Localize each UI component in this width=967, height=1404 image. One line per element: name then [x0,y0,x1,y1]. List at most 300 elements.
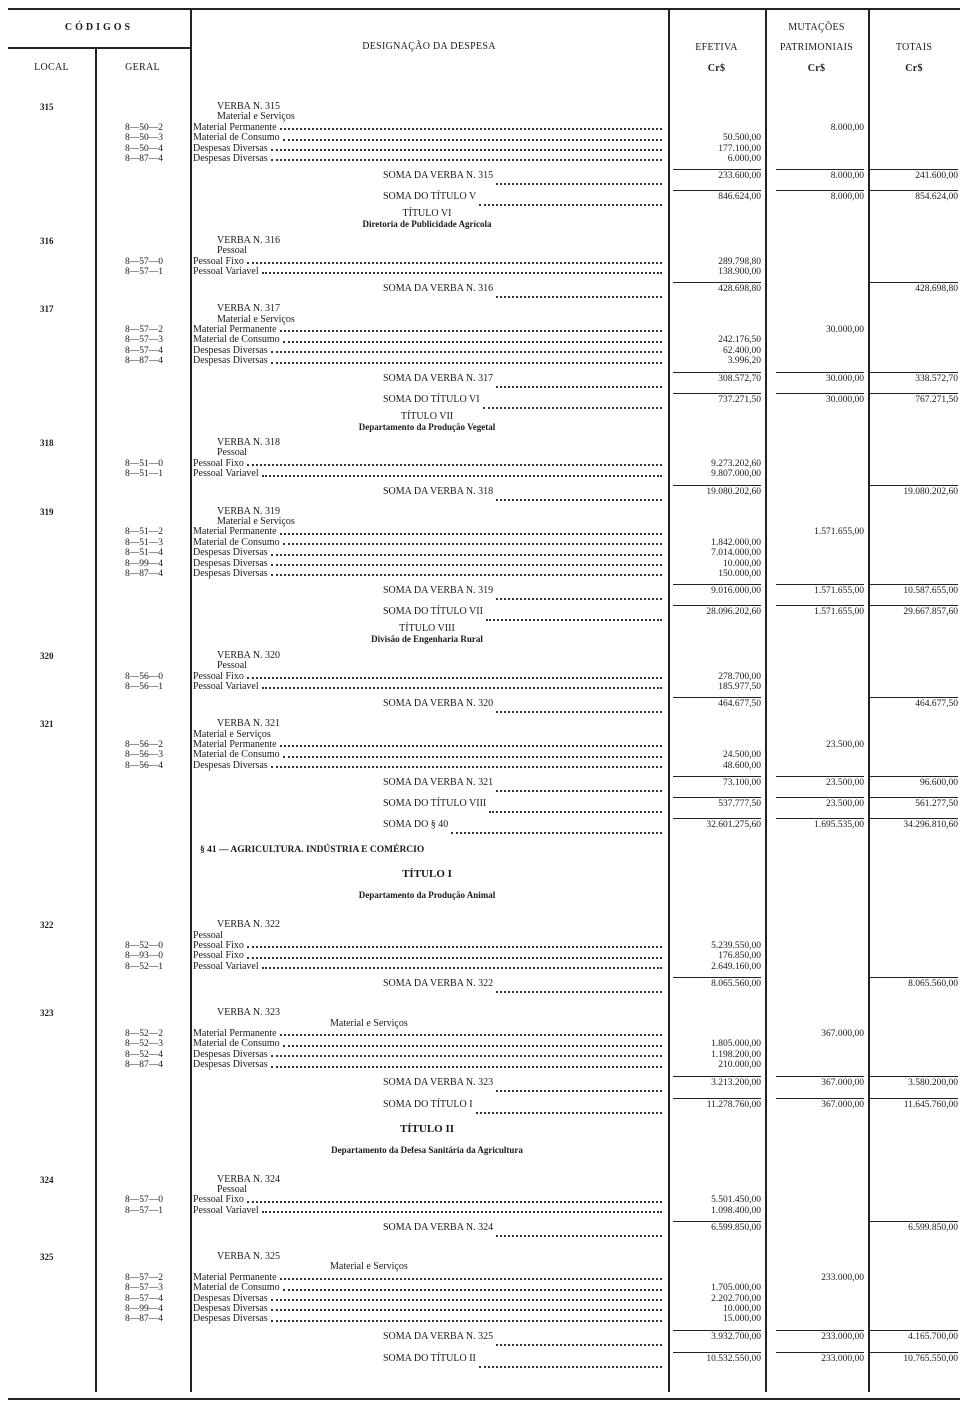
expense-row [0,469,962,479]
designacao-text: Divisão de Engenharia Rural [371,634,483,645]
local-code [0,692,95,716]
local-code [0,219,95,229]
efetiva-value [668,208,765,219]
geral-code [95,661,190,671]
heading-row [0,1140,962,1161]
geral-code-text: 8—57—2 [125,1272,163,1283]
geral-code [95,422,190,432]
efetiva-value-text: 32.601.275,60 [673,818,761,832]
designacao-text: Material Permanente [193,121,277,133]
geral-code [95,634,190,644]
totais-value-text: 854.624,00 [870,190,958,204]
designacao [190,1252,668,1262]
efetiva-value [668,1283,765,1293]
geral-code-text: 8—56—4 [125,760,163,771]
header-patrimoniais: PATRIMONIAIS [779,42,854,53]
dot-leader [483,388,662,409]
geral-code [95,1093,190,1117]
efetiva-value-text: 11.278.760,00 [673,1098,761,1112]
dot-leader [280,527,662,534]
totais-value [868,1294,962,1304]
expense-row [0,559,962,569]
sum-row [0,813,962,834]
totais-value [868,388,962,412]
dot-leader [496,1216,662,1237]
totais-value [868,325,962,335]
designacao [190,672,668,682]
efetiva-value-text: 150.000,00 [718,568,761,579]
mutacoes-value [765,480,868,504]
dot-leader [247,951,662,958]
efetiva-value [668,154,765,164]
local-code [0,920,95,930]
efetiva-value [668,651,765,661]
efetiva-value [668,840,765,860]
expense-row [0,1314,962,1324]
dot-leader [283,750,662,757]
local-code [0,972,95,996]
designacao-text: Pessoal Variavel [193,960,259,972]
dot-leader [271,1294,662,1301]
designacao [190,1071,668,1095]
designacao [190,1347,668,1371]
local-code [0,941,95,951]
local-code [0,634,95,644]
designacao-text: TÍTULO VIII [399,623,455,635]
efetiva-value-text: 289.798,80 [718,256,761,267]
sum-row [0,600,962,621]
totais-value [868,459,962,469]
efetiva-value [668,1294,765,1304]
geral-code-text: 8—51—0 [125,458,163,469]
expense-row [0,569,962,579]
local-code-text: 324 [40,1174,54,1185]
local-code [0,719,95,729]
designacao [190,941,668,951]
dot-leader [476,1093,662,1114]
sum-row [0,1093,962,1115]
totais-value [868,761,962,771]
mutacoes-value [765,325,868,335]
dot-leader [247,459,662,466]
designacao-text: SOMA DA VERBA N. 319 [383,585,494,597]
totais-value [868,962,962,972]
efetiva-value [668,1039,765,1049]
efetiva-value [668,1175,765,1185]
mutacoes-value [765,208,868,219]
totais-value [868,951,962,961]
efetiva-value [668,469,765,479]
geral-code [95,144,190,154]
mutacoes-value [765,951,868,961]
geral-code [95,559,190,569]
heading-row [0,246,962,256]
geral-code [95,1019,190,1029]
totais-value [868,422,962,432]
efetiva-value [668,246,765,256]
efetiva-value [668,346,765,356]
local-code [0,277,95,301]
designacao [190,661,668,671]
designacao-text: Despesas Diversas [193,355,268,367]
geral-code-text: 8—93—0 [125,951,163,962]
local-code [0,1140,95,1161]
local-code [0,1294,95,1304]
mutacoes-value [765,1294,868,1304]
geral-code [95,1119,190,1140]
mutacoes-value [765,304,868,314]
header-geral: GERAL [125,62,160,73]
geral-code-text: 8—52—0 [125,941,163,952]
designacao [190,356,668,366]
geral-code [95,1262,190,1272]
mutacoes-value [765,692,868,716]
designacao-text: Pessoal Variavel [193,1204,259,1216]
mutacoes-value [765,1140,868,1161]
header-mutacoes-currency: Cr$ [807,63,826,74]
heading-row [0,517,962,527]
mutacoes-value [765,1216,868,1240]
efetiva-value [668,448,765,458]
local-code [0,1252,95,1262]
designacao-text: TÍTULO II [399,1122,455,1135]
local-code [0,538,95,548]
totais-value [868,102,962,112]
totais-value [868,1185,962,1195]
designacao [190,257,668,267]
dot-leader [479,1347,662,1368]
local-code [0,257,95,267]
efetiva-value [668,813,765,837]
geral-code [95,480,190,504]
efetiva-value-text: 10.000,00 [723,558,761,569]
efetiva-value-text: 1.198.200,00 [711,1049,761,1060]
local-code [0,1008,95,1018]
expense-row [0,1039,962,1049]
geral-code [95,154,190,164]
totais-value-text: 10.765.550,00 [870,1352,958,1366]
geral-code [95,972,190,996]
designacao-text: Diretoria de Publicidade Agrícola [362,219,492,230]
mutacoes-value [765,459,868,469]
geral-code [95,1273,190,1283]
designacao [190,267,668,277]
efetiva-value-text: 6.000,00 [727,153,761,164]
geral-code [95,1195,190,1205]
designacao [190,1008,668,1018]
expense-row [0,1273,962,1283]
heading-row [0,661,962,671]
dot-leader [496,1071,662,1092]
geral-code [95,813,190,837]
mutacoes-value [765,448,868,458]
expense-row [0,257,962,267]
mutacoes-value [765,569,868,579]
designacao-text: SOMA DO TÍTULO I [383,1098,473,1110]
designacao-text: VERBA N. 323 [217,1007,281,1019]
designacao [190,1060,668,1070]
sum-row [0,1347,962,1369]
efetiva-value [668,600,765,624]
efetiva-value-text: 73.100,00 [673,776,761,790]
designacao [190,600,668,624]
mutacoes-value [765,144,868,154]
designacao [190,840,668,860]
totais-value [868,346,962,356]
efetiva-value [668,1262,765,1272]
totais-value [868,559,962,569]
geral-code [95,1314,190,1324]
geral-code [95,459,190,469]
totais-value [868,1283,962,1293]
heading-row [0,864,962,885]
efetiva-value-text: 10.532.550,00 [673,1352,761,1366]
codigos-rule [8,47,190,49]
expense-row [0,941,962,951]
geral-code [95,600,190,624]
heading-row [0,623,962,634]
geral-code [95,672,190,682]
expense-row [0,346,962,356]
dot-leader [496,367,662,388]
local-code-text: 320 [40,650,54,661]
designacao-text: Material de Consumo [193,1038,280,1050]
heading-row [0,1119,962,1140]
designacao [190,154,668,164]
mutacoes-value [765,761,868,771]
mutacoes-value [765,972,868,996]
dot-leader [479,185,662,206]
efetiva-value-text: 3.932.700,00 [673,1330,761,1344]
dot-leader [496,579,662,600]
local-code [0,112,95,122]
mutacoes-value [765,682,868,692]
geral-code [95,692,190,716]
local-code [0,459,95,469]
dot-leader [271,1050,662,1057]
totais-value-text: 29.667.857,60 [870,605,958,619]
local-code [0,448,95,458]
geral-code [95,527,190,537]
designacao [190,411,668,422]
totais-value [868,813,962,837]
efetiva-value [668,864,765,885]
mutacoes-value-text: 1.571.655,00 [776,605,864,619]
header-totais: TOTAIS [895,42,933,53]
efetiva-value-text: 210.000,00 [718,1060,761,1071]
dot-leader [247,257,662,264]
mutacoes-value [765,246,868,256]
local-code [0,527,95,537]
geral-code [95,651,190,661]
totais-value [868,840,962,860]
totais-value-text: 561.277,50 [870,797,958,811]
efetiva-value-text: 2.649.160,00 [711,961,761,972]
efetiva-value-text: 8.065.560,00 [673,977,761,991]
geral-code-text: 8—56—2 [125,740,163,751]
geral-code-text: 8—52—2 [125,1028,163,1039]
local-code [0,1216,95,1240]
efetiva-value [668,1008,765,1018]
totais-value [868,277,962,301]
efetiva-value [668,236,765,246]
totais-value [868,920,962,930]
local-code [0,600,95,624]
efetiva-value [668,325,765,335]
efetiva-value [668,750,765,760]
totais-value [868,750,962,760]
mutacoes-value [765,623,868,634]
local-code [0,507,95,517]
designacao-text: VERBA N. 318 [217,437,281,449]
mutacoes-value [765,438,868,448]
mutacoes-value [765,527,868,537]
expense-row [0,1304,962,1314]
heading-row [0,885,962,906]
header-designacao: DESIGNAÇÃO DA DESPESA [362,41,496,52]
header-efetiva-currency: Cr$ [707,63,726,74]
mutacoes-value-text: 23.500,00 [776,776,864,790]
local-code-text: 321 [40,719,54,730]
dot-leader [280,740,662,747]
designacao [190,682,668,692]
mutacoes-value [765,1039,868,1049]
designacao-text: Departamento da Produção Animal [358,890,496,901]
efetiva-value [668,1119,765,1140]
geral-code [95,325,190,335]
mutacoes-value [765,335,868,345]
totais-value [868,517,962,527]
efetiva-value [668,1252,765,1262]
efetiva-value-text: 48.600,00 [723,760,761,771]
efetiva-value [668,507,765,517]
efetiva-value-text: 185.977,50 [718,681,761,692]
efetiva-value [668,548,765,558]
designacao-text: Despesas Diversas [193,344,268,356]
dot-leader [271,1314,662,1321]
designacao [190,1325,668,1349]
designacao-text: Material Permanente [193,739,277,751]
local-code [0,422,95,432]
dot-leader [283,133,662,140]
totais-value [868,507,962,517]
local-code [0,208,95,219]
local-code [0,682,95,692]
totais-value-text: 96.600,00 [870,776,958,790]
geral-code [95,277,190,301]
designacao-text: Pessoal Fixo [193,670,244,682]
mutacoes-value [765,864,868,885]
local-code [0,559,95,569]
totais-value [868,219,962,229]
efetiva-value-text: 9.016.000,00 [673,584,761,598]
mutacoes-value-text: 23.500,00 [776,797,864,811]
designacao-text: SOMA DO TÍTULO II [383,1352,476,1364]
local-code [0,1050,95,1060]
totais-value [868,1060,962,1070]
designacao-text: VERBA N. 315 [217,101,281,112]
section-41 [0,840,962,1369]
local-code [0,144,95,154]
geral-code [95,315,190,325]
local-code [0,304,95,314]
dot-leader [271,559,662,566]
geral-code [95,1325,190,1349]
designacao-text: Pessoal Fixo [193,940,244,952]
local-code [0,480,95,504]
designacao [190,962,668,972]
efetiva-value-text: 62.400,00 [723,345,761,356]
mutacoes-value-text: 30.000,00 [776,372,864,386]
designacao-text: SOMA DA VERBA N. 324 [383,1222,494,1234]
designacao-text: Pessoal [193,929,223,941]
local-code [0,335,95,345]
efetiva-value [668,931,765,941]
sum-row [0,185,962,206]
dot-leader [247,941,662,948]
totais-value [868,1019,962,1029]
budget-rows [0,96,962,1369]
heading-row [0,931,962,941]
efetiva-value [668,661,765,671]
geral-code [95,448,190,458]
mutacoes-value [765,730,868,740]
local-code [0,411,95,422]
designacao-text: Material de Consumo [193,132,280,144]
mutacoes-value [765,219,868,229]
designacao-text: Pessoal Fixo [193,255,244,267]
sum-row [0,388,962,409]
dot-leader [496,1325,662,1346]
local-code [0,469,95,479]
mutacoes-value [765,840,868,860]
designacao-text: VERBA N. 320 [217,649,281,661]
local-code [0,123,95,133]
mutacoes-value [765,1252,868,1262]
totais-value-text: 8.065.560,00 [870,977,958,991]
totais-value [868,1325,962,1349]
geral-code [95,761,190,771]
totais-value-text: 6.599.850,00 [870,1221,958,1235]
totais-value [868,941,962,951]
dot-leader [489,792,662,813]
totais-value [868,623,962,634]
mutacoes-value [765,154,868,164]
dot-leader [271,548,662,555]
efetiva-value [668,267,765,277]
geral-code-text: 8—51—3 [125,537,163,548]
local-code-text: 322 [40,920,54,931]
local-code [0,102,95,112]
totais-value [868,569,962,579]
local-code [0,1071,95,1095]
local-code-text: 325 [40,1252,54,1263]
totais-value [868,719,962,729]
mutacoes-value [765,920,868,930]
designacao-text: Material de Consumo [193,1282,280,1294]
efetiva-value [668,1304,765,1314]
designacao [190,438,668,448]
heading-row [0,634,962,644]
designacao-text: Despesas Diversas [193,1292,268,1304]
efetiva-value [668,682,765,692]
totais-value-text: 11.645.760,00 [870,1098,958,1112]
expense-row [0,750,962,760]
geral-code [95,962,190,972]
designacao [190,813,668,837]
geral-code [95,133,190,143]
efetiva-value [668,1071,765,1095]
